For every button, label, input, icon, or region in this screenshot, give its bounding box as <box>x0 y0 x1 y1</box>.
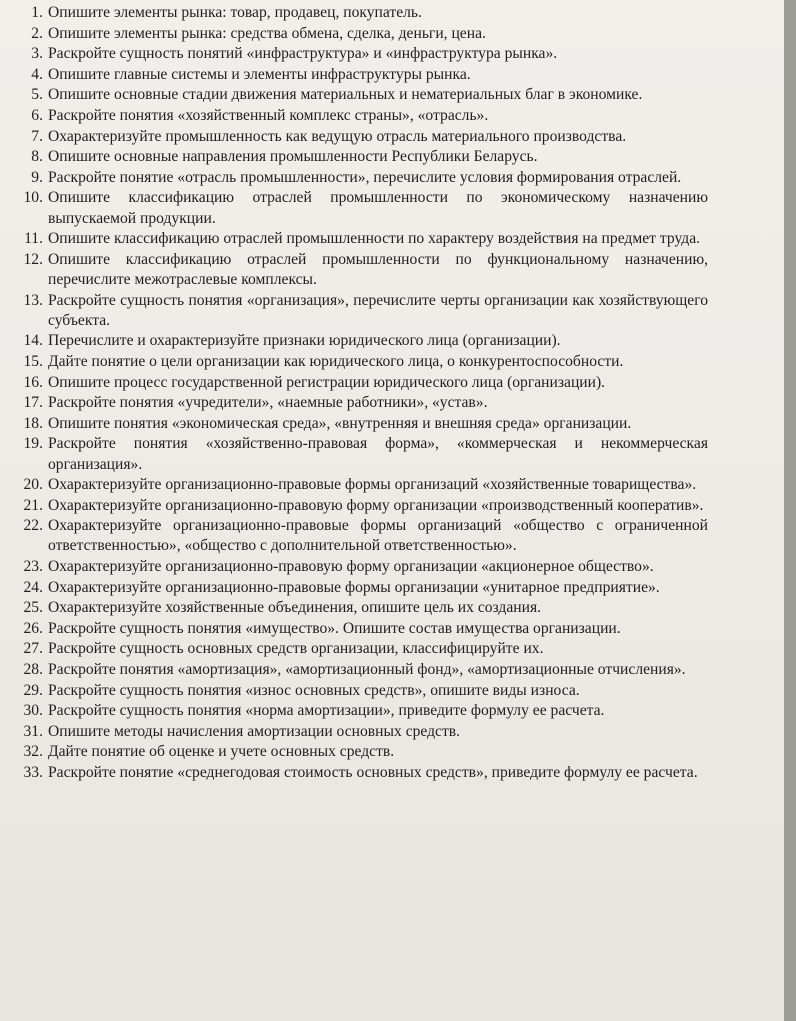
question-text: Раскройте понятие «отрасль промышленности», перечислите условия формирования отраслей. <box>48 168 682 186</box>
question-item <box>20 24 708 44</box>
question-item <box>20 475 708 495</box>
question-number: 22. <box>23 517 43 535</box>
question-text: Раскройте сущность понятия «организация», перечислите черты организации как хозяйствующего субъекта. <box>48 291 708 329</box>
question-text: Раскройте сущность понятия «имущество». Опишите состав имущества организации. <box>48 619 621 637</box>
question-text: Дайте понятие о цели организации как юридического лица, о конкурентоспособности. <box>48 352 624 370</box>
question-item <box>20 147 708 167</box>
question-text: Опишите основные стадии движения материальных и нематериальных благ в экономике. <box>48 86 643 104</box>
question-item <box>20 681 708 701</box>
question-text: Раскройте понятия «хозяйственно-правовая форма», «коммерческая и некоммерческая организация». <box>48 435 708 473</box>
question-number: 21. <box>23 496 43 514</box>
question-number: 9. <box>31 168 43 186</box>
question-text: Опишите элементы рынка: товар, продавец, покупатель. <box>48 4 422 21</box>
question-number: 2. <box>31 24 43 42</box>
question-number: 10. <box>23 189 43 207</box>
question-item <box>20 168 708 188</box>
question-number: 20. <box>23 476 43 494</box>
question-number: 30. <box>23 702 43 720</box>
question-number: 28. <box>23 661 43 679</box>
question-text: Охарактеризуйте хозяйственные объединения, опишите цель их создания. <box>48 599 542 617</box>
question-number: 29. <box>23 681 43 699</box>
question-text: Дайте понятие об оценке и учете основных средств. <box>48 743 395 761</box>
question-text: Опишите процесс государственной регистрации юридического лица (организации). <box>48 373 606 391</box>
question-item <box>20 65 708 85</box>
question-number: 16. <box>23 373 43 391</box>
question-item <box>20 373 708 393</box>
question-number: 12. <box>23 250 43 268</box>
question-number: 11. <box>24 230 43 248</box>
question-item <box>20 763 708 783</box>
question-item <box>20 44 708 64</box>
question-item <box>20 598 708 618</box>
question-text: Опишите классификацию отраслей промышленности по экономическому назначению выпускаемой продукции. <box>48 189 708 227</box>
question-text: Охарактеризуйте организационно-правовые формы организаций «общество с ограниченной ответственностью», «общество с дополнительной ответственностью». <box>48 517 708 555</box>
question-item <box>20 496 708 516</box>
question-text: Опишите элементы рынка: средства обмена, сделка, деньги, цена. <box>48 24 486 42</box>
question-item <box>20 229 708 249</box>
question-item <box>20 434 708 474</box>
question-number: 17. <box>23 394 43 412</box>
question-item <box>20 106 708 126</box>
question-item <box>20 722 708 742</box>
question-text: Раскройте сущность основных средств организации, классифицируйте их. <box>48 640 544 658</box>
question-number: 18. <box>23 414 43 432</box>
question-text: Охарактеризуйте организационно-правовые формы организаций «хозяйственные товарищества». <box>48 476 697 494</box>
question-text: Раскройте понятия «амортизация», «амортизационный фонд», «амортизационные отчисления». <box>48 661 686 679</box>
question-item <box>20 291 708 331</box>
question-item <box>20 127 708 147</box>
question-number: 33. <box>23 764 43 782</box>
question-list <box>20 3 708 784</box>
question-number: 23. <box>23 558 43 576</box>
question-item <box>20 557 708 577</box>
question-number: 32. <box>23 743 43 761</box>
page-edge-background <box>784 0 796 1021</box>
question-item <box>20 393 708 413</box>
question-item <box>20 742 708 762</box>
question-number: 3. <box>31 45 43 63</box>
question-item <box>20 85 708 105</box>
question-item <box>20 660 708 680</box>
question-text: Раскройте понятие «среднегодовая стоимость основных средств», приведите формулу ее расчета. <box>48 764 698 782</box>
question-item <box>20 352 708 372</box>
question-item <box>20 188 708 228</box>
question-item <box>20 331 708 351</box>
question-text: Охарактеризуйте организационно-правовые формы организации «унитарное предприятие». <box>48 578 660 596</box>
question-text: Опишите классификацию отраслей промышленности по функциональному назначению, перечислите межотраслевые комплексы. <box>48 250 708 288</box>
question-item <box>20 619 708 639</box>
question-text: Опишите классификацию отраслей промышленности по характеру воздействия на предмет труда. <box>48 230 701 248</box>
question-item <box>20 701 708 721</box>
question-number: 15. <box>23 352 43 370</box>
question-text: Перечислите и охарактеризуйте признаки юридического лица (организации). <box>48 332 561 350</box>
question-number: 31. <box>23 722 43 740</box>
question-item <box>20 414 708 434</box>
question-number: 19. <box>23 435 43 453</box>
question-text: Опишите понятия «экономическая среда», «внутренняя и внешняя среда» организации. <box>48 414 632 432</box>
question-text: Охарактеризуйте промышленность как ведущую отрасль материального производства. <box>48 127 627 145</box>
question-text: Опишите главные системы и элементы инфраструктуры рынка. <box>48 65 471 83</box>
question-text: Раскройте сущность понятия «износ основных средств», опишите виды износа. <box>48 681 580 699</box>
question-number: 27. <box>23 640 43 658</box>
question-number: 8. <box>31 148 43 166</box>
question-text: Охарактеризуйте организационно-правовую форму организации «производственный кооператив». <box>48 496 704 514</box>
question-text: Раскройте понятия «учредители», «наемные работники», «устав». <box>48 394 488 412</box>
question-number: 4. <box>31 65 43 83</box>
question-number: 24. <box>23 578 43 596</box>
question-text: Раскройте сущность понятий «инфраструктура» и «инфраструктура рынка». <box>48 45 558 63</box>
question-item <box>20 516 708 556</box>
question-item <box>20 3 708 23</box>
question-number: 6. <box>31 106 43 124</box>
question-text: Охарактеризуйте организационно-правовую форму организации «акционерное общество». <box>48 558 654 576</box>
question-text: Опишите методы начисления амортизации основных средств. <box>48 722 461 740</box>
question-item <box>20 250 708 290</box>
question-number: 26. <box>23 619 43 637</box>
question-text: Раскройте сущность понятия «норма амортизации», приведите формулу ее расчета. <box>48 702 605 720</box>
question-number: 7. <box>31 127 43 145</box>
question-item <box>20 639 708 659</box>
question-number: 5. <box>31 86 43 104</box>
question-text: Раскройте понятия «хозяйственный комплекс страны», «отрасль». <box>48 106 489 124</box>
question-number: 14. <box>23 332 43 350</box>
question-number: 1. <box>31 4 43 21</box>
question-item <box>20 578 708 598</box>
question-number: 25. <box>23 599 43 617</box>
question-text: Опишите основные направления промышленности Республики Беларусь. <box>48 148 538 166</box>
question-number: 13. <box>23 291 43 309</box>
